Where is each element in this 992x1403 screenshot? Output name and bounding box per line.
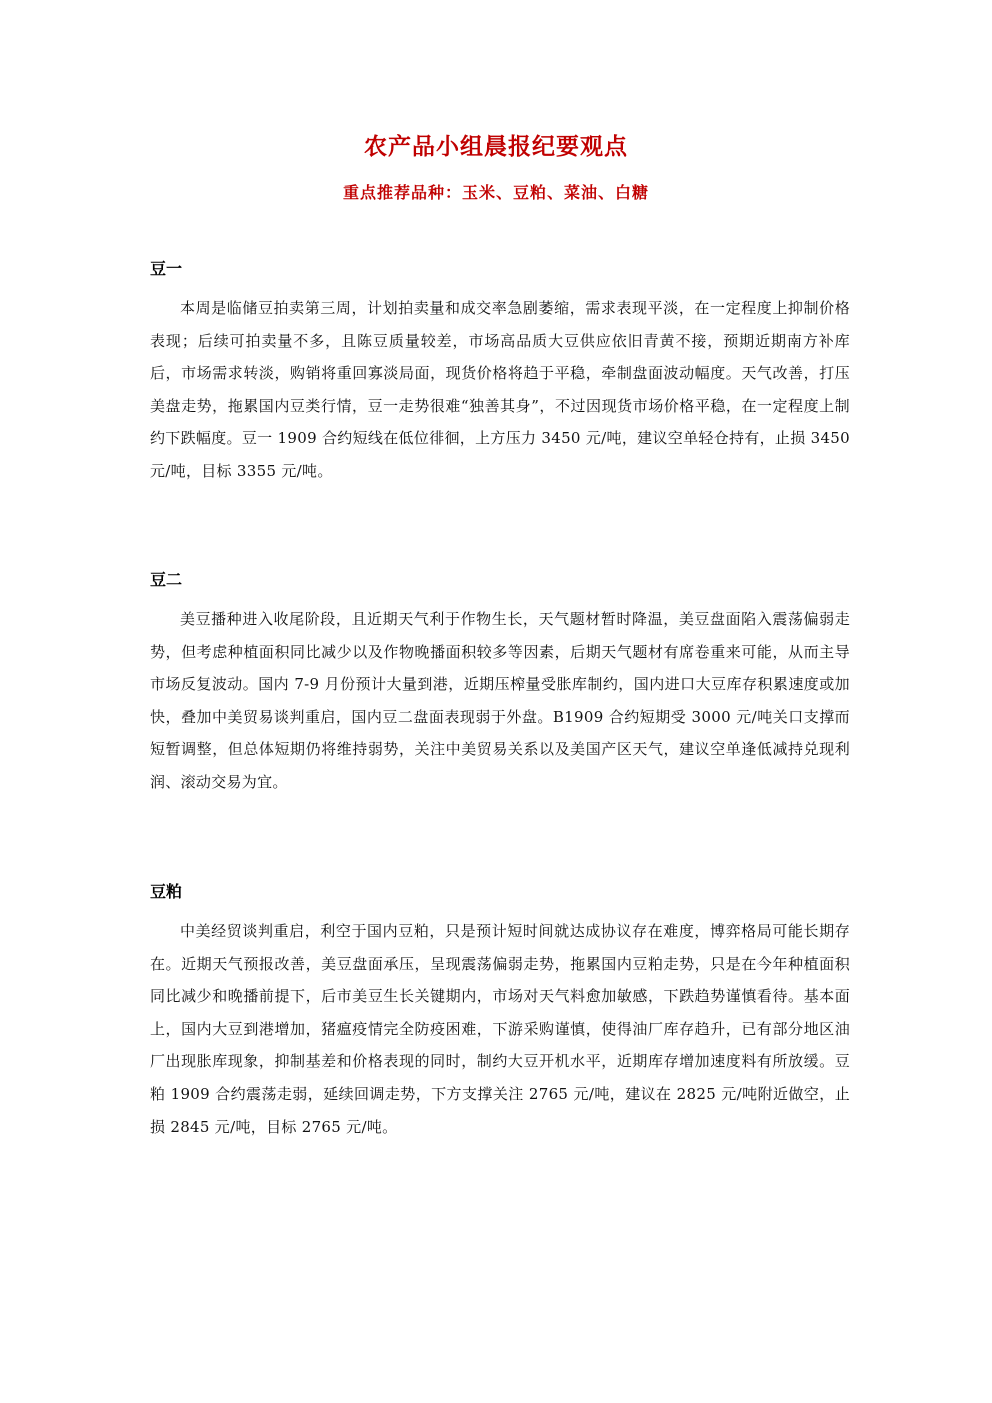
section-heading: 豆一 xyxy=(150,259,183,278)
report-title: 农产品小组晨报纪要观点 xyxy=(364,133,628,160)
report-subtitle: 重点推荐品种：玉米、豆粕、菜油、白糖 xyxy=(342,183,649,202)
section-doupo xyxy=(150,881,850,1143)
section-body: 中美经贸谈判重启，利空于国内豆粕，只是预计短时间就达成协议存在难度，博弈格局可能长期存在。近期天气预报改善，美豆盘面承压，呈现震荡偏弱走势，拖累国内豆粕走势，只是在今年种植面积同比减少和晚播前提下，后市美豆生长关键期内，市场对天气料愈加敏感，下跌趋势谨慎看待。基本面上，国内大豆到港增加，猪瘟疫情完全防疫困难，下游采购谨慎，使得油厂库存趋升，已有部分地区油厂出现胀库现象，抑制基差和价格表现的同时，制约大豆开机水平，近期库存增加速度料有所放缓。豆粕 1909 合约震荡走弱，延续回调走势，下方支撑关注 2765 元/吨，建议在 2825 元/吨附近做空，止损 2845 元/吨，目标 2765 元/吨。 xyxy=(150,922,850,1136)
section-douer xyxy=(150,569,850,799)
section-douyi xyxy=(150,258,850,488)
section-body: 美豆播种进入收尾阶段，且近期天气利于作物生长，天气题材暂时降温，美豆盘面陷入震荡偏弱走势，但考虑种植面积同比减少以及作物晚播面积较多等因素，后期天气题材有席卷重来可能，从而主导市场反复波动。国内 7-9 月份预计大量到港，近期压榨量受胀库制约，国内进口大豆库存积累速度或加快，叠加中美贸易谈判重启，国内豆二盘面表现弱于外盘。B1909 合约短期受 3000 元/吨关口支撑而短暂调整，但总体短期仍将维持弱势，关注中美贸易关系以及美国产区天气，建议空单逢低减持兑现利润、滚动交易为宜。 xyxy=(150,610,850,791)
section-heading: 豆二 xyxy=(150,570,183,589)
section-body: 本周是临储豆拍卖第三周，计划拍卖量和成交率急剧萎缩，需求表现平淡，在一定程度上抑制价格表现；后续可拍卖量不多，且陈豆质量较差，市场高品质大豆供应依旧青黄不接，预期近期南方补库后，市场需求转淡，购销将重回寡淡局面，现货价格将趋于平稳，牵制盘面波动幅度。天气改善，打压美盘走势，拖累国内豆类行情，豆一走势很难“独善其身”，不过因现货市场价格平稳，在一定程度上制约下跌幅度。豆一 1909 合约短线在低位徘徊，上方压力 3450 元/吨，建议空单轻仓持有，止损 3450 元/吨，目标 3355 元/吨。 xyxy=(150,299,850,480)
section-heading: 豆粕 xyxy=(150,882,183,901)
